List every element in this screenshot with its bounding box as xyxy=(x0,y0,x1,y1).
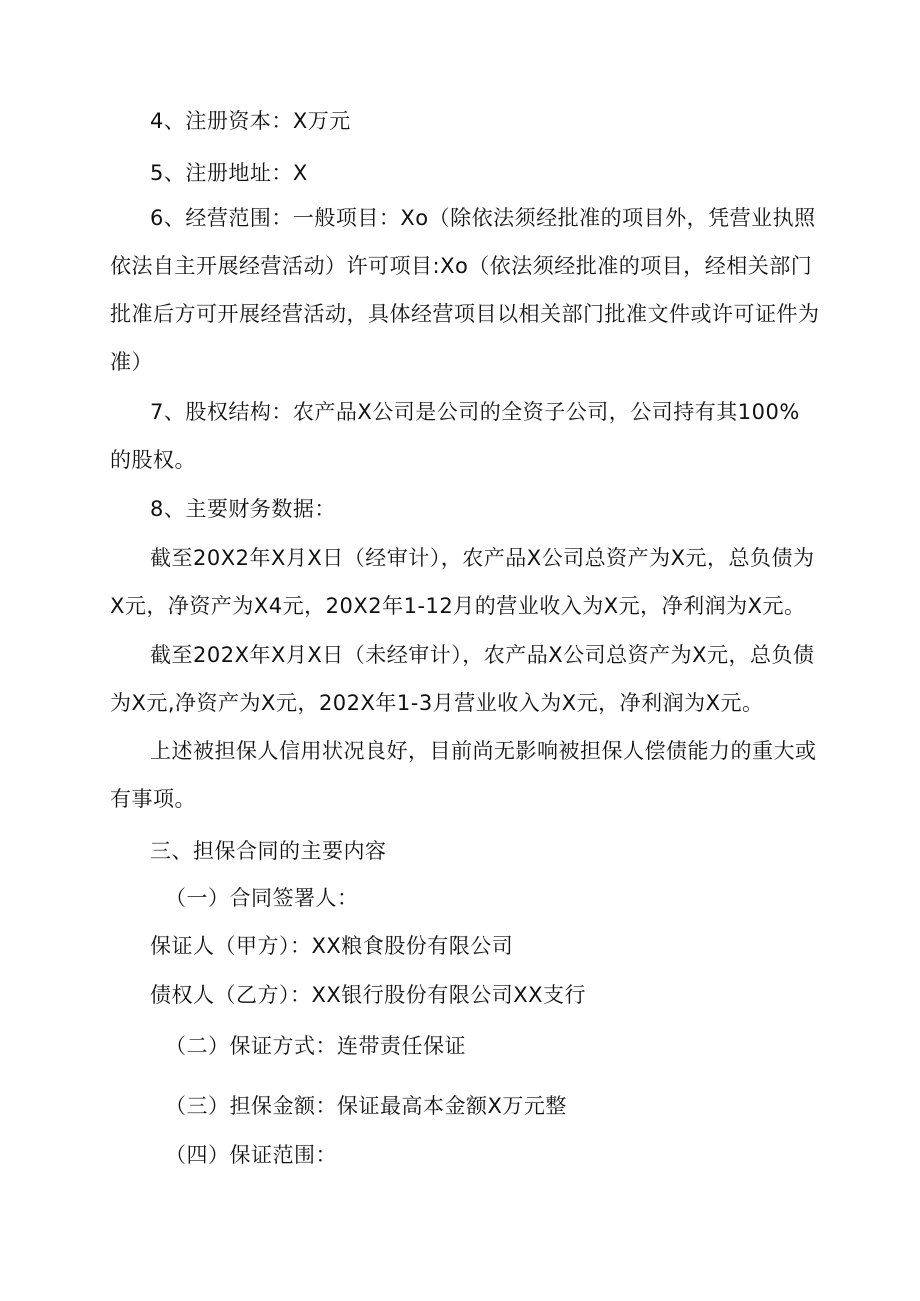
subheading-guarantee-scope: （四）保证范围： xyxy=(165,1143,337,1167)
paragraph-registered-address: 5、注册地址：X xyxy=(150,161,308,185)
subheading-guarantee-amount: （三）担保金额：保证最高本金额X万元整 xyxy=(165,1094,567,1118)
paragraph-registered-capital: 4、注册资本：X万元 xyxy=(150,109,351,133)
paragraph-business-scope: 6、经营范围：一般项目：Xo（除依法须经批准的项目外，凭营业执照依法自主开展经营活动）许可项目:Xo（依法须经批准的项目，经相关部门批准后方可开展经营活动，具体经营项目以相关部门批准文件或许可证件为准） xyxy=(110,206,820,374)
paragraph-financial-data-heading: 8、主要财务数据： xyxy=(150,497,336,521)
paragraph-audited-financials: 截至20X2年X月X日（经审计），农产品X公司总资产为X元，总负债为X元，净资产为X4元，20X2年1-12月的营业收入为X元，净利润为X元。 xyxy=(110,546,815,618)
paragraph-creditor: 债权人（乙方）：XX银行股份有限公司XX支行 xyxy=(150,983,587,1007)
paragraph-credit-status: 上述被担保人信用状况良好，目前尚无影响被担保人偿债能力的重大或有事项。 xyxy=(110,739,817,811)
section-heading-guarantee-contract: 三、担保合同的主要内容 xyxy=(150,839,387,863)
subheading-contract-signatories: （一）合同签署人： xyxy=(165,886,359,910)
subheading-guarantee-method: （二）保证方式：连带责任保证 xyxy=(165,1034,466,1058)
paragraph-equity-structure: 7、股权结构：农产品X公司是公司的全资子公司，公司持有其100%的股权。 xyxy=(110,400,800,472)
paragraph-unaudited-financials: 截至202X年X月X日（未经审计），农产品X公司总资产为X元，总负债为X元,净资产为X元，202X年1-3月营业收入为X元，净利润为X元。 xyxy=(110,643,815,715)
paragraph-guarantor: 保证人（甲方）：XX粮食股份有限公司 xyxy=(150,934,514,958)
